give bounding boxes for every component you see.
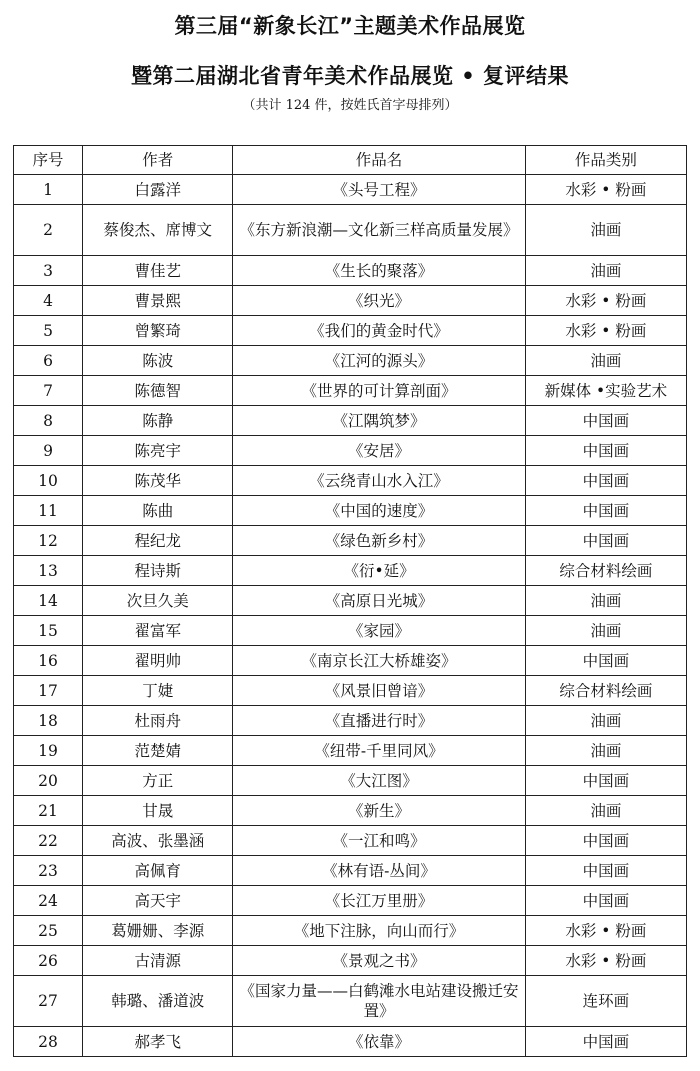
cell-no: 9 xyxy=(14,436,83,466)
cell-work: 《风景旧曾谙》 xyxy=(233,676,525,706)
cell-author: 陈静 xyxy=(83,406,233,436)
cell-work: 《大江图》 xyxy=(233,766,525,796)
cell-category: 中国画 xyxy=(525,646,686,676)
cell-author: 翟富军 xyxy=(83,616,233,646)
cell-no: 22 xyxy=(14,826,83,856)
table-row xyxy=(14,466,687,496)
cell-work: 《纽带-千里同风》 xyxy=(233,736,525,766)
cell-work: 《头号工程》 xyxy=(233,175,525,205)
cell-no: 13 xyxy=(14,556,83,586)
header-category: 作品类别 xyxy=(525,146,686,175)
cell-no: 10 xyxy=(14,466,83,496)
table-row xyxy=(14,946,687,976)
cell-work: 《江隅筑梦》 xyxy=(233,406,525,436)
cell-no: 5 xyxy=(14,316,83,346)
cell-author: 陈亮宇 xyxy=(83,436,233,466)
cell-category: 水彩 • 粉画 xyxy=(525,175,686,205)
cell-work: 《安居》 xyxy=(233,436,525,466)
cell-author: 曹佳艺 xyxy=(83,256,233,286)
table-row xyxy=(14,856,687,886)
cell-work: 《依靠》 xyxy=(233,1027,525,1057)
cell-no: 16 xyxy=(14,646,83,676)
cell-no: 4 xyxy=(14,286,83,316)
cell-category: 中国画 xyxy=(525,466,686,496)
cell-author: 高波、张墨涵 xyxy=(83,826,233,856)
table-header-row xyxy=(14,146,687,175)
table-row xyxy=(14,886,687,916)
cell-work: 《一江和鸣》 xyxy=(233,826,525,856)
results-table xyxy=(13,145,687,1057)
cell-category: 综合材料绘画 xyxy=(525,556,686,586)
cell-no: 18 xyxy=(14,706,83,736)
cell-no: 23 xyxy=(14,856,83,886)
cell-work: 《南京长江大桥雄姿》 xyxy=(233,646,525,676)
cell-work: 《绿色新乡村》 xyxy=(233,526,525,556)
cell-author: 高佩育 xyxy=(83,856,233,886)
cell-no: 2 xyxy=(14,205,83,256)
table-row xyxy=(14,436,687,466)
cell-no: 19 xyxy=(14,736,83,766)
table-row xyxy=(14,646,687,676)
table-row xyxy=(14,766,687,796)
cell-author: 高天宇 xyxy=(83,886,233,916)
table-row xyxy=(14,316,687,346)
cell-no: 24 xyxy=(14,886,83,916)
cell-no: 27 xyxy=(14,976,83,1027)
cell-category: 连环画 xyxy=(525,976,686,1027)
table-row xyxy=(14,616,687,646)
cell-category: 油画 xyxy=(525,736,686,766)
table-row xyxy=(14,796,687,826)
table-row xyxy=(14,496,687,526)
table-row xyxy=(14,406,687,436)
cell-author: 翟明帅 xyxy=(83,646,233,676)
cell-no: 7 xyxy=(14,376,83,406)
table-row xyxy=(14,376,687,406)
cell-no: 3 xyxy=(14,256,83,286)
cell-work: 《中国的速度》 xyxy=(233,496,525,526)
cell-author: 葛姗姗、李源 xyxy=(83,916,233,946)
cell-work: 《林有语-丛间》 xyxy=(233,856,525,886)
cell-no: 15 xyxy=(14,616,83,646)
cell-category: 油画 xyxy=(525,205,686,256)
cell-author: 蔡俊杰、席博文 xyxy=(83,205,233,256)
table-row xyxy=(14,736,687,766)
cell-author: 白露洋 xyxy=(83,175,233,205)
cell-no: 20 xyxy=(14,766,83,796)
table-row xyxy=(14,205,687,256)
cell-author: 程纪龙 xyxy=(83,526,233,556)
cell-category: 油画 xyxy=(525,706,686,736)
cell-work: 《衍•延》 xyxy=(233,556,525,586)
cell-no: 25 xyxy=(14,916,83,946)
cell-author: 次旦久美 xyxy=(83,586,233,616)
cell-category: 水彩 • 粉画 xyxy=(525,916,686,946)
cell-no: 1 xyxy=(14,175,83,205)
cell-no: 26 xyxy=(14,946,83,976)
cell-category: 水彩 • 粉画 xyxy=(525,286,686,316)
table-row xyxy=(14,706,687,736)
cell-category: 油画 xyxy=(525,256,686,286)
table-row xyxy=(14,346,687,376)
cell-author: 范楚婧 xyxy=(83,736,233,766)
table-row xyxy=(14,526,687,556)
cell-work: 《我们的黄金时代》 xyxy=(233,316,525,346)
cell-no: 17 xyxy=(14,676,83,706)
cell-category: 油画 xyxy=(525,586,686,616)
cell-category: 水彩 • 粉画 xyxy=(525,316,686,346)
cell-author: 方正 xyxy=(83,766,233,796)
cell-category: 中国画 xyxy=(525,1027,686,1057)
cell-category: 中国画 xyxy=(525,526,686,556)
cell-author: 曾繁琦 xyxy=(83,316,233,346)
cell-author: 甘晟 xyxy=(83,796,233,826)
cell-category: 中国画 xyxy=(525,496,686,526)
cell-work: 《景观之书》 xyxy=(233,946,525,976)
cell-author: 陈德智 xyxy=(83,376,233,406)
cell-work: 《高原日光城》 xyxy=(233,586,525,616)
cell-category: 中国画 xyxy=(525,436,686,466)
cell-category: 中国画 xyxy=(525,856,686,886)
cell-category: 中国画 xyxy=(525,406,686,436)
cell-work: 《家园》 xyxy=(233,616,525,646)
header-no: 序号 xyxy=(14,146,83,175)
cell-no: 8 xyxy=(14,406,83,436)
cell-no: 11 xyxy=(14,496,83,526)
table-row xyxy=(14,676,687,706)
table-row xyxy=(14,826,687,856)
table-row xyxy=(14,586,687,616)
title-line-2: 暨第二届湖北省青年美术作品展览 • 复评结果 xyxy=(130,64,570,88)
cell-author: 古清源 xyxy=(83,946,233,976)
cell-category: 油画 xyxy=(525,616,686,646)
cell-author: 程诗斯 xyxy=(83,556,233,586)
cell-author: 陈波 xyxy=(83,346,233,376)
cell-category: 水彩 • 粉画 xyxy=(525,946,686,976)
cell-work: 《织光》 xyxy=(233,286,525,316)
cell-author: 郝孝飞 xyxy=(83,1027,233,1057)
cell-work: 《长江万里册》 xyxy=(233,886,525,916)
cell-work: 《新生》 xyxy=(233,796,525,826)
cell-category: 新媒体 •实验艺术 xyxy=(525,376,686,406)
cell-author: 陈曲 xyxy=(83,496,233,526)
cell-work: 《东方新浪潮—文化新三样高质量发展》 xyxy=(233,205,525,256)
cell-work: 《江河的源头》 xyxy=(233,346,525,376)
cell-category: 油画 xyxy=(525,796,686,826)
cell-no: 6 xyxy=(14,346,83,376)
table-row xyxy=(14,916,687,946)
table-row xyxy=(14,256,687,286)
cell-work: 《直播进行时》 xyxy=(233,706,525,736)
cell-work: 《云绕青山水入江》 xyxy=(233,466,525,496)
table-row xyxy=(14,286,687,316)
cell-work: 《世界的可计算剖面》 xyxy=(233,376,525,406)
cell-author: 杜雨舟 xyxy=(83,706,233,736)
header-author: 作者 xyxy=(83,146,233,175)
cell-no: 12 xyxy=(14,526,83,556)
cell-category: 综合材料绘画 xyxy=(525,676,686,706)
table-row xyxy=(14,556,687,586)
cell-work: 《地下注脉，向山而行》 xyxy=(233,916,525,946)
cell-author: 陈茂华 xyxy=(83,466,233,496)
cell-category: 中国画 xyxy=(525,766,686,796)
cell-category: 中国画 xyxy=(525,886,686,916)
header-work: 作品名 xyxy=(233,146,525,175)
table-row xyxy=(14,175,687,205)
cell-author: 韩璐、潘道波 xyxy=(83,976,233,1027)
cell-no: 28 xyxy=(14,1027,83,1057)
cell-no: 14 xyxy=(14,586,83,616)
cell-work: 《国家力量——白鹤滩水电站建设搬迁安置》 xyxy=(233,976,525,1027)
table-row xyxy=(14,976,687,1027)
cell-work: 《生长的聚落》 xyxy=(233,256,525,286)
title-line-1: 第三届“新象长江”主题美术作品展览 xyxy=(174,14,526,38)
table-row xyxy=(14,1027,687,1057)
cell-author: 丁婕 xyxy=(83,676,233,706)
cell-author: 曹景熙 xyxy=(83,286,233,316)
cell-no: 21 xyxy=(14,796,83,826)
subtitle-note: （共计 124 件，按姓氏首字母排列） xyxy=(242,98,458,113)
cell-category: 油画 xyxy=(525,346,686,376)
cell-category: 中国画 xyxy=(525,826,686,856)
